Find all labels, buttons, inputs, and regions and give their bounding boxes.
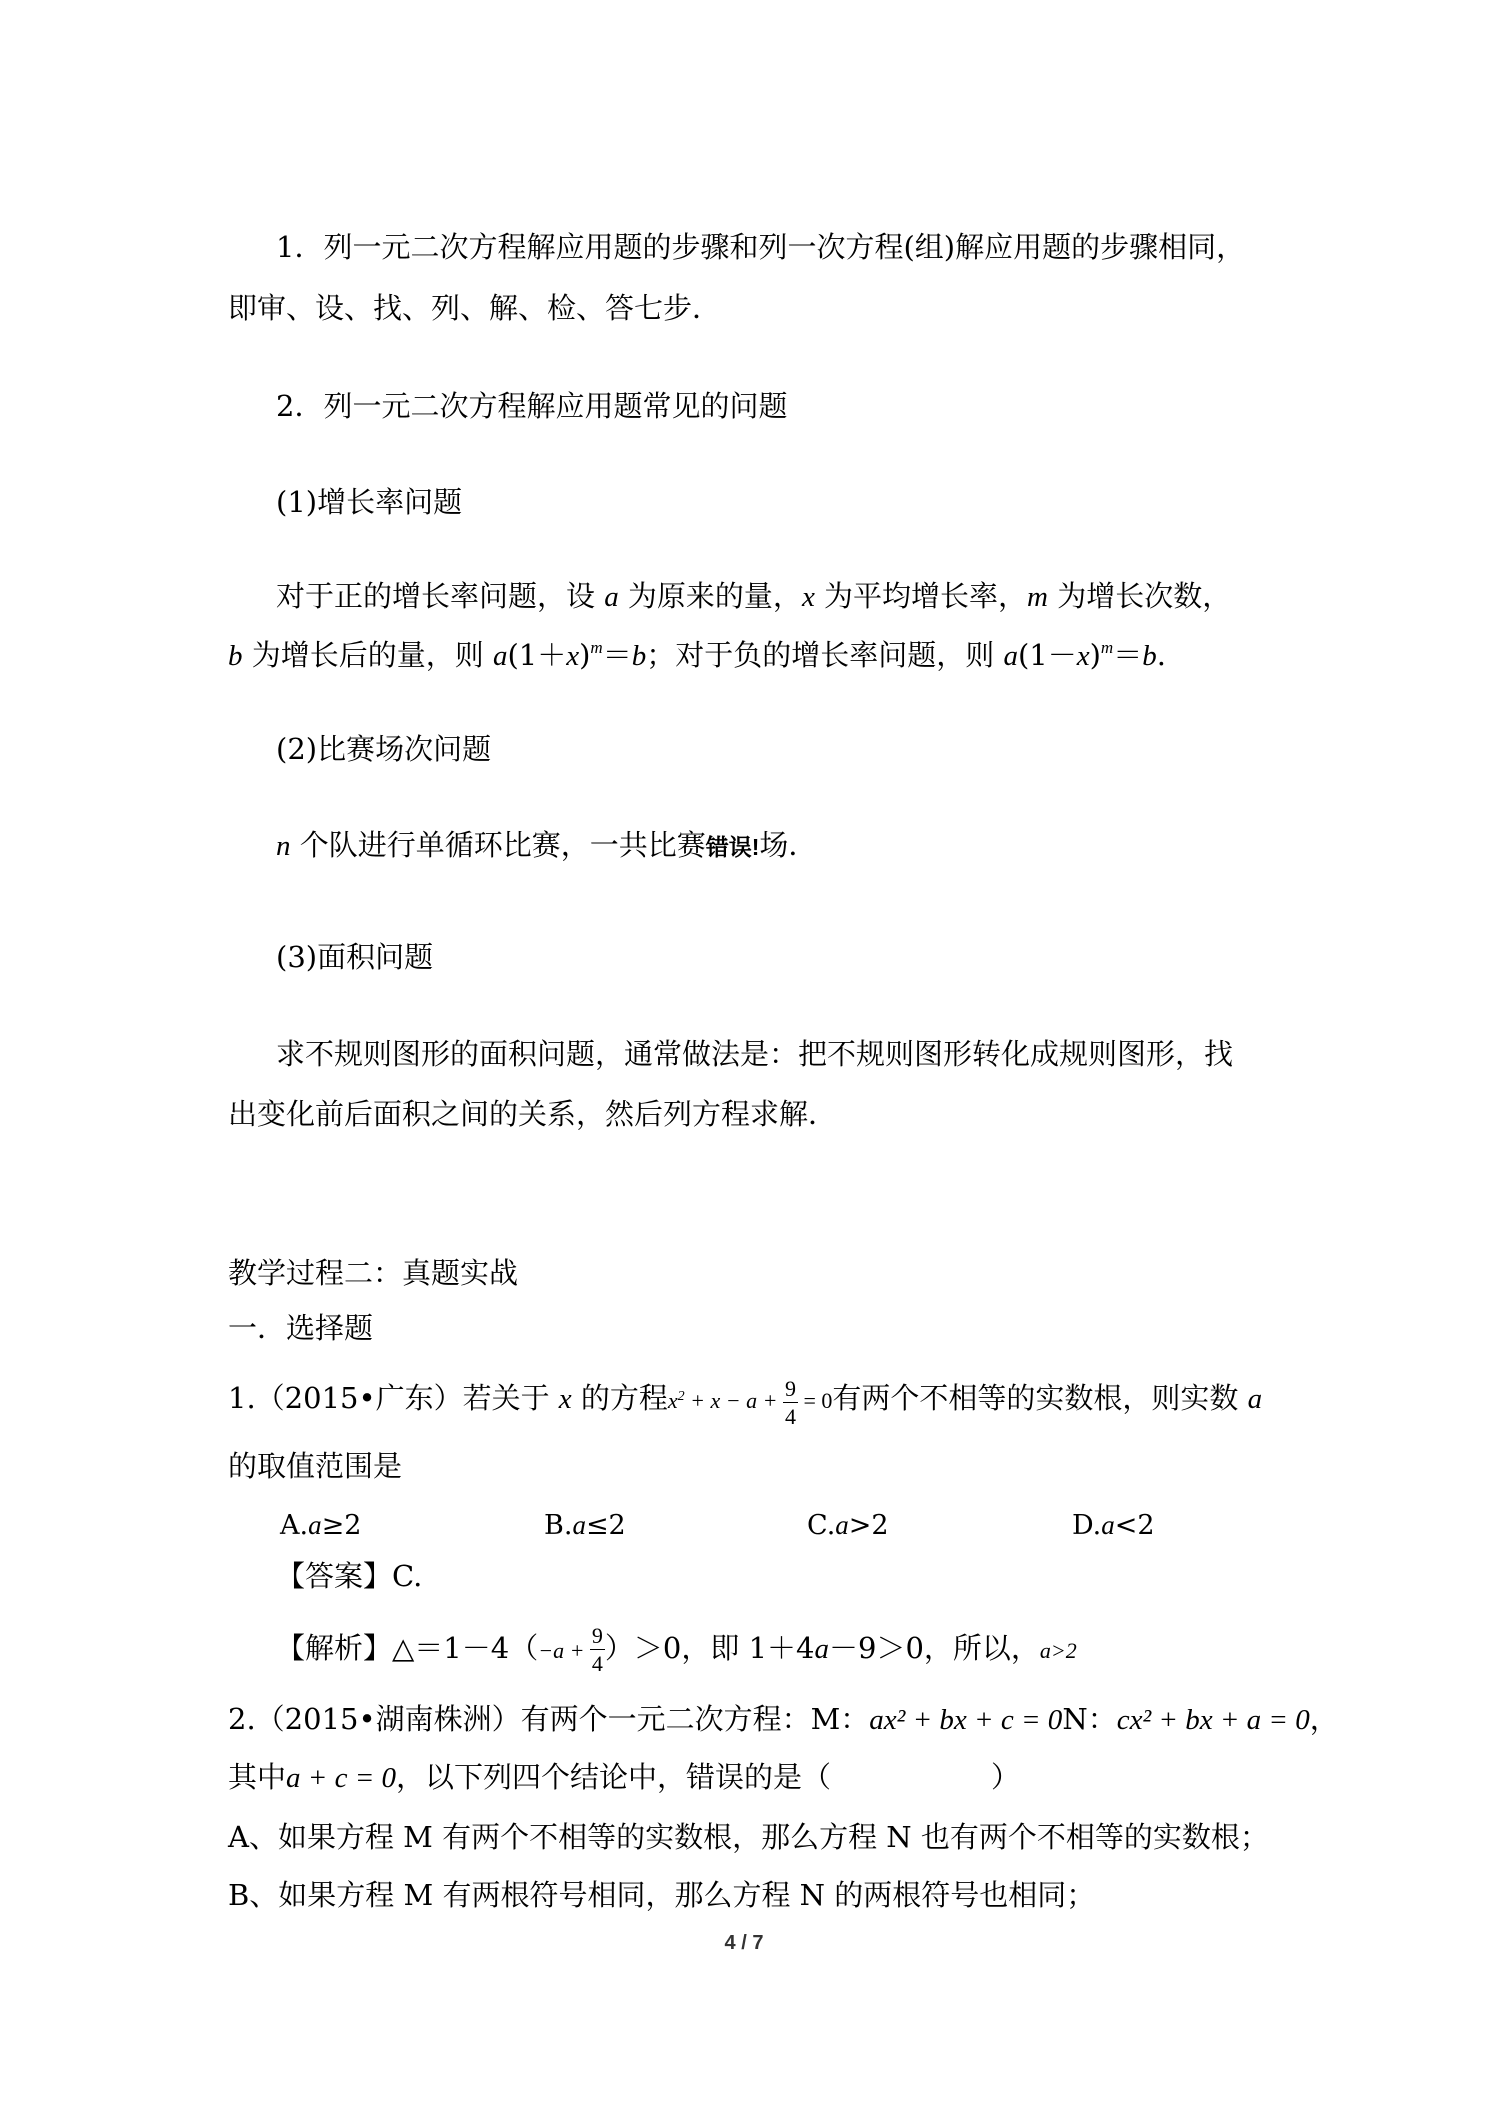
growth-line2: b 为增长后的量，则 $a(1+x)^m=b$；对于负的增长率问题，则 $a(1-x)^m=b$. xyxy=(228,638,1166,672)
q1-stem-line1: 1.（2015•广东）若关于 x 的方程$x^2 + x - a$ + $\frac{9}{4}$ = 0有两个不相等的实数根，则实数 a xyxy=(228,1375,1263,1429)
area-line2: 出变化前后面积之间的关系，然后列方程求解． xyxy=(228,1097,838,1131)
q1-equation: $x^2 + x - a$ + $\frac{9}{4}$ = 0 xyxy=(667,1375,833,1429)
heading-area: (3)面积问题 xyxy=(276,940,434,974)
heading-process-two: 教学过程二：真题实战 xyxy=(228,1256,519,1290)
page-number: 4 / 7 xyxy=(724,1932,764,1954)
para-steps-line1: 1．列一元二次方程解应用题的步骤和列一次方程(组)解应用题的步骤相同， xyxy=(276,230,1246,264)
q1-answer: 【答案】C. xyxy=(276,1559,423,1593)
match-line: n 个队进行单循环比赛，一共比赛错误!场． xyxy=(276,828,818,862)
q1-analysis: 【解析】△＝1－4（−a + $\frac{9}{4}$ ）＞0，即 1＋4a－9＞0，所以，a>2 xyxy=(276,1623,1077,1676)
q1-option-a[interactable]: A.a≥2 xyxy=(280,1510,362,1541)
q2-option-b[interactable]: B、如果方程 M 有两根符号相同，那么方程 N 的两根符号也相同； xyxy=(228,1878,1096,1912)
q2-eq-n: cx² + bx + a = 0 xyxy=(1116,1704,1310,1736)
para-steps-line2: 即审、设、找、列、解、检、答七步． xyxy=(228,291,722,325)
growth-line1: 对于正的增长率问题，设 a 为原来的量，x 为平均增长率，m 为增长次数， xyxy=(276,579,1232,613)
q1-option-d[interactable]: D.a<2 xyxy=(1072,1510,1155,1541)
heading-multiple-choice: 一．选择题 xyxy=(228,1311,374,1345)
q1-stem-line2: 的取值范围是 xyxy=(228,1449,403,1483)
heading-match-count: (2)比赛场次问题 xyxy=(276,732,492,766)
heading-common-problems: 2．列一元二次方程解应用题常见的问题 xyxy=(276,389,788,423)
heading-growth-rate: (1)增长率问题 xyxy=(276,485,463,519)
q2-stem-line1: 2.（2015•湖南株洲）有两个一元二次方程：M：ax² + bx + c = 0N：cx² + bx + a = 0， xyxy=(228,1702,1339,1736)
q2-option-a[interactable]: A、如果方程 M 有两个不相等的实数根，那么方程 N 也有两个不相等的实数根； xyxy=(228,1820,1269,1854)
error-field: 错误! xyxy=(705,834,760,860)
q1-option-b[interactable]: B.a≤2 xyxy=(544,1510,626,1541)
area-line1: 求不规则图形的面积问题，通常做法是：把不规则图形转化成规则图形，找 xyxy=(276,1037,1234,1071)
q1-option-c[interactable]: C.a>2 xyxy=(807,1510,889,1541)
q2-stem-line2: 其中a + c = 0，以下列四个结论中，错误的是（ ） xyxy=(228,1760,1021,1794)
q2-eq-m: ax² + bx + c = 0 xyxy=(869,1704,1063,1736)
